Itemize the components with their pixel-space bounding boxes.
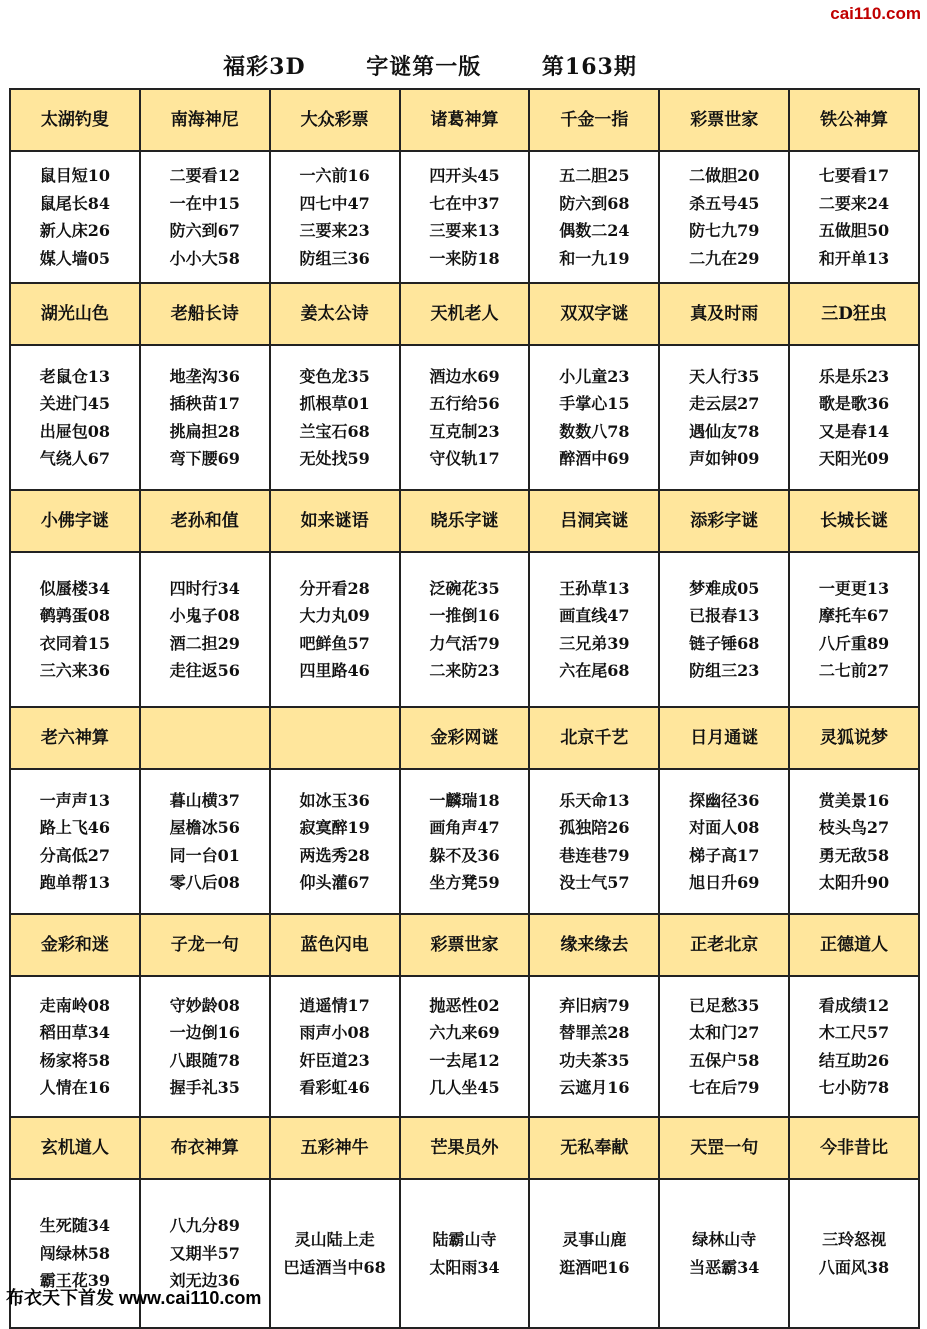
title-lottery: 福彩3D	[223, 54, 306, 80]
riddle-line: 六在尾68	[559, 661, 630, 680]
riddle-line: 弯下腰69	[169, 449, 240, 468]
riddle-line: 守妙龄08	[169, 995, 240, 1015]
title-issue: 第163期	[541, 54, 637, 80]
riddle-line: 走往返56	[169, 661, 240, 680]
section-header-row	[11, 284, 920, 346]
riddle-line: 手掌心15	[559, 394, 630, 413]
riddle-cell	[660, 346, 790, 489]
riddle-line: 鼠目短10	[39, 166, 111, 185]
riddle-line: 兰宝石68	[299, 421, 370, 441]
section-header-row	[11, 708, 920, 770]
riddle-line: 大力丸09	[299, 606, 370, 625]
riddle-line: 歌是歌36	[818, 394, 890, 413]
riddle-line: 木工尺57	[818, 1023, 890, 1042]
riddle-line: 二要来24	[818, 193, 890, 213]
section-body-row	[11, 977, 920, 1118]
section-header-row	[11, 90, 920, 152]
riddle-line: 一六前16	[299, 166, 370, 185]
riddle-cell	[401, 770, 531, 913]
riddle-cell	[271, 770, 401, 913]
riddle-cell	[11, 346, 141, 489]
riddle-line: 四开头45	[429, 166, 500, 185]
riddle-line: 二来防23	[429, 661, 500, 680]
riddle-line: 巷连巷79	[559, 845, 630, 865]
riddle-line: 四时行34	[169, 578, 240, 598]
riddle-cell	[660, 152, 790, 282]
riddle-line: 一在中15	[169, 193, 240, 213]
riddle-line: 灵事山鹿	[562, 1230, 627, 1249]
riddle-line: 新人床26	[39, 221, 111, 240]
column-header: 长城长谜	[790, 491, 920, 551]
riddle-line: 鹌鹑蛋08	[39, 606, 111, 625]
column-header: 玄机道人	[11, 1118, 141, 1178]
footer-credit: 布衣天下首发 www.cai110.com	[6, 1288, 262, 1308]
riddle-line: 七要看17	[818, 166, 890, 185]
riddle-cell	[141, 152, 271, 282]
riddle-line: 五二胆25	[559, 166, 630, 185]
column-header: 真及时雨	[660, 284, 790, 344]
riddle-line: 当恶霸34	[689, 1257, 760, 1277]
riddle-line: 出屉包08	[39, 421, 111, 441]
column-header: 吕洞宾谜	[530, 491, 660, 551]
riddle-line: 替罪羔28	[559, 1023, 630, 1042]
riddle-line: 一边倒16	[169, 1023, 240, 1042]
section-body-row	[11, 770, 920, 915]
riddle-line: 霸王花39	[39, 1271, 111, 1291]
riddle-line: 天阳光09	[818, 449, 890, 468]
riddle-line: 和一九19	[559, 248, 630, 268]
column-header: 彩票世家	[401, 915, 531, 975]
riddle-line: 几人坐45	[429, 1078, 500, 1097]
riddle-line: 防组三36	[299, 248, 370, 268]
riddle-line: 弃旧病79	[559, 995, 630, 1015]
riddle-line: 孤独陪26	[559, 818, 630, 837]
column-header: 子龙一句	[141, 915, 271, 975]
riddle-cell	[401, 152, 531, 282]
riddle-line: 坐方凳59	[429, 873, 500, 892]
riddle-line: 又期半57	[169, 1243, 240, 1263]
riddle-line: 杨家将58	[39, 1050, 111, 1070]
riddle-line: 杀五号45	[689, 193, 760, 213]
riddle-line: 又是春14	[818, 421, 890, 441]
riddle-line: 变色龙35	[299, 366, 370, 386]
riddle-line: 赏美景16	[818, 790, 890, 810]
riddle-line: 五保户58	[689, 1050, 760, 1070]
column-header: 无私奉献	[530, 1118, 660, 1178]
riddle-line: 同一台01	[169, 845, 240, 865]
riddle-line: 防六到68	[559, 193, 630, 213]
riddle-line: 四七中47	[299, 193, 370, 213]
riddle-line: 已报春13	[689, 606, 760, 625]
riddle-line: 醉酒中69	[559, 449, 630, 468]
riddle-line: 暮山横37	[169, 790, 240, 810]
riddle-cell	[401, 553, 531, 706]
riddle-line: 八面风38	[818, 1257, 890, 1277]
riddle-line: 八九分89	[169, 1216, 240, 1236]
riddle-line: 三六来36	[39, 661, 111, 680]
riddle-line: 四里路46	[299, 661, 370, 680]
column-header: 今非昔比	[790, 1118, 920, 1178]
riddle-line: 三兄弟39	[559, 633, 630, 653]
column-header: 老六神算	[11, 708, 141, 768]
column-header: 金彩网谜	[401, 708, 531, 768]
riddle-cell	[401, 1180, 531, 1327]
riddle-cell	[11, 152, 141, 282]
column-header: 小佛字谜	[11, 491, 141, 551]
riddle-line: 跑单帮13	[39, 873, 111, 892]
riddle-line: 七在中37	[429, 193, 500, 213]
riddle-cell	[660, 1180, 790, 1327]
section-body-row	[11, 152, 920, 284]
column-header: 正德道人	[790, 915, 920, 975]
riddle-line: 八跟随78	[169, 1050, 240, 1070]
riddle-cell	[271, 977, 401, 1116]
riddle-cell	[790, 770, 920, 913]
riddle-cell	[530, 553, 660, 706]
riddle-line: 巴适酒当中68	[283, 1257, 386, 1277]
riddle-line: 生死随34	[39, 1216, 111, 1236]
riddle-cell	[530, 977, 660, 1116]
riddle-line: 逛酒吧16	[559, 1257, 630, 1277]
riddle-line: 无处找59	[299, 449, 370, 468]
riddle-line: 分开看28	[299, 578, 370, 598]
column-header	[271, 708, 401, 768]
riddle-cell	[11, 553, 141, 706]
riddle-line: 旭日升69	[689, 873, 760, 892]
riddle-line: 插秧苗17	[169, 394, 240, 413]
title-edition: 字谜第一版	[366, 54, 482, 80]
riddle-cell	[141, 346, 271, 489]
section-header-row	[11, 1118, 920, 1180]
riddle-line: 勇无敌58	[818, 845, 890, 865]
riddle-cell	[790, 152, 920, 282]
riddle-cell	[271, 346, 401, 489]
riddle-table	[9, 88, 920, 1329]
riddle-line: 功夫茶35	[559, 1050, 630, 1070]
section-header-row	[11, 915, 920, 977]
column-header: 添彩字谜	[660, 491, 790, 551]
riddle-line: 偶数二24	[559, 221, 630, 240]
riddle-line: 王孙草13	[559, 578, 630, 598]
riddle-line: 酒边水69	[429, 366, 500, 386]
riddle-line: 两选秀28	[299, 845, 370, 865]
column-header: 千金一指	[530, 90, 660, 150]
column-header: 蓝色闪电	[271, 915, 401, 975]
riddle-cell	[530, 770, 660, 913]
riddle-line: 看成绩12	[818, 995, 890, 1015]
riddle-cell	[530, 152, 660, 282]
riddle-line: 媒人墙05	[39, 248, 111, 268]
riddle-line: 一来防18	[429, 248, 500, 268]
riddle-line: 画直线47	[559, 606, 630, 625]
column-header: 晓乐字谜	[401, 491, 531, 551]
riddle-line: 画角声47	[429, 818, 500, 837]
section-body-row	[11, 553, 920, 708]
riddle-line: 抛恶性02	[429, 995, 500, 1015]
section-body-row	[11, 346, 920, 491]
riddle-cell	[141, 770, 271, 913]
column-header	[141, 708, 271, 768]
riddle-line: 遇仙友78	[689, 421, 760, 441]
riddle-line: 屋檐冰56	[169, 818, 240, 837]
riddle-line: 守仪轨17	[429, 449, 500, 468]
column-header: 太湖钓叟	[11, 90, 141, 150]
riddle-line: 七在后79	[689, 1078, 760, 1097]
riddle-line: 吧鲜鱼57	[299, 633, 370, 653]
riddle-line: 老鼠仓13	[39, 366, 111, 386]
column-header: 五彩神牛	[271, 1118, 401, 1178]
riddle-line: 衣同着15	[39, 633, 111, 653]
riddle-line: 探幽径36	[689, 790, 760, 810]
column-header: 灵狐说梦	[790, 708, 920, 768]
riddle-line: 气绕人67	[39, 449, 111, 468]
riddle-line: 寂寞醉19	[299, 818, 370, 837]
riddle-line: 没士气57	[559, 873, 630, 892]
column-header: 姜太公诗	[271, 284, 401, 344]
riddle-line: 小鬼子08	[169, 606, 240, 625]
riddle-line: 三要来13	[429, 221, 500, 240]
riddle-line: 三要来23	[299, 221, 370, 240]
riddle-line: 握手礼35	[169, 1078, 240, 1097]
column-header: 彩票世家	[660, 90, 790, 150]
riddle-cell	[790, 346, 920, 489]
riddle-line: 太阳升90	[818, 873, 890, 892]
column-header: 天机老人	[401, 284, 531, 344]
riddle-line: 已足愁35	[689, 995, 760, 1015]
column-header: 天罡一句	[660, 1118, 790, 1178]
column-header: 诸葛神算	[401, 90, 531, 150]
riddle-line: 枝头鸟27	[818, 818, 890, 837]
riddle-line: 灵山陆上走	[294, 1230, 375, 1249]
riddle-line: 和开单13	[818, 248, 890, 268]
column-header: 芒果员外	[401, 1118, 531, 1178]
riddle-line: 一去尾12	[429, 1050, 500, 1070]
riddle-cell	[790, 553, 920, 706]
riddle-line: 泛碗花35	[429, 578, 500, 598]
riddle-cell	[401, 346, 531, 489]
riddle-line: 酒二担29	[169, 633, 240, 653]
riddle-line: 声如钟09	[689, 449, 760, 468]
riddle-line: 零八后08	[169, 873, 240, 892]
riddle-line: 挑扁担28	[169, 421, 240, 441]
riddle-line: 五行给56	[429, 394, 500, 413]
riddle-line: 太和门27	[689, 1023, 760, 1042]
riddle-line: 鼠尾长84	[39, 193, 111, 213]
riddle-line: 七小防78	[818, 1078, 890, 1097]
riddle-line: 稻田草34	[39, 1023, 111, 1042]
riddle-line: 二七前27	[818, 661, 890, 680]
column-header: 湖光山色	[11, 284, 141, 344]
riddle-line: 走南岭08	[39, 995, 111, 1015]
riddle-line: 分高低27	[39, 845, 111, 865]
column-header: 布衣神算	[141, 1118, 271, 1178]
column-header: 如来谜语	[271, 491, 401, 551]
riddle-line: 八斤重89	[818, 633, 890, 653]
riddle-cell	[660, 977, 790, 1116]
riddle-line: 小儿童23	[559, 366, 630, 386]
riddle-line: 刘无边36	[169, 1271, 240, 1291]
riddle-line: 结互助26	[818, 1050, 890, 1070]
column-header: 正老北京	[660, 915, 790, 975]
riddle-line: 小小大58	[169, 248, 240, 268]
column-header: 北京千艺	[530, 708, 660, 768]
riddle-cell	[141, 977, 271, 1116]
riddle-line: 人情在16	[39, 1078, 111, 1097]
riddle-line: 闯绿林58	[39, 1243, 111, 1263]
riddle-line: 一麟瑞18	[429, 790, 500, 810]
riddle-cell	[660, 770, 790, 913]
riddle-line: 防七九79	[689, 221, 760, 240]
riddle-line: 二九在29	[689, 248, 760, 268]
riddle-line: 雨声小08	[299, 1023, 370, 1042]
section-header-row	[11, 491, 920, 553]
riddle-line: 云遮月16	[559, 1078, 630, 1097]
riddle-cell	[271, 553, 401, 706]
riddle-line: 逍遥情17	[299, 995, 370, 1015]
riddle-line: 一声声13	[39, 790, 111, 810]
riddle-line: 对面人08	[689, 818, 760, 837]
riddle-cell	[271, 152, 401, 282]
riddle-line: 似蜃楼34	[39, 578, 111, 598]
riddle-line: 天人行35	[689, 366, 760, 386]
riddle-line: 走云层27	[689, 394, 760, 413]
riddle-line: 陆霸山寺	[432, 1230, 497, 1249]
column-header: 大众彩票	[271, 90, 401, 150]
riddle-line: 梯子高17	[689, 845, 760, 865]
riddle-line: 仰头灌67	[299, 873, 370, 892]
column-header: 金彩和迷	[11, 915, 141, 975]
riddle-cell	[11, 770, 141, 913]
riddle-line: 梦难成05	[689, 578, 760, 598]
riddle-line: 地垄沟36	[169, 366, 240, 386]
riddle-line: 六九来69	[429, 1023, 500, 1042]
riddle-line: 力气活79	[429, 633, 500, 653]
riddle-line: 二要看12	[169, 166, 240, 185]
riddle-cell	[530, 1180, 660, 1327]
riddle-line: 绿林山寺	[692, 1230, 757, 1249]
riddle-cell	[141, 553, 271, 706]
column-header: 双双字谜	[530, 284, 660, 344]
riddle-line: 看彩虹46	[299, 1078, 370, 1097]
riddle-cell	[660, 553, 790, 706]
page-title	[0, 50, 860, 81]
column-header: 南海神尼	[141, 90, 271, 150]
riddle-line: 二做胆20	[689, 166, 760, 185]
riddle-line: 乐是乐23	[818, 366, 890, 386]
column-header: 铁公神算	[790, 90, 920, 150]
column-header: 缘来缘去	[530, 915, 660, 975]
riddle-cell	[401, 977, 531, 1116]
riddle-cell	[271, 1180, 401, 1327]
column-header: 老孙和值	[141, 491, 271, 551]
riddle-line: 路上飞46	[39, 818, 111, 837]
column-header: 日月通谜	[660, 708, 790, 768]
riddle-line: 链子锤68	[689, 633, 760, 653]
site-brand: cai110.com	[830, 4, 921, 23]
riddle-line: 如冰玉36	[299, 790, 370, 810]
riddle-cell	[790, 977, 920, 1116]
riddle-line: 三玲怒视	[822, 1230, 887, 1249]
riddle-line: 防组三23	[689, 661, 760, 680]
riddle-line: 乐天命13	[559, 790, 630, 810]
riddle-line: 防六到67	[169, 221, 240, 240]
column-header: 三D狂虫	[790, 284, 920, 344]
riddle-line: 数数八78	[559, 421, 630, 441]
column-header: 老船长诗	[141, 284, 271, 344]
riddle-cell	[11, 977, 141, 1116]
riddle-line: 一推倒16	[429, 606, 500, 625]
riddle-line: 奸臣道23	[299, 1050, 370, 1070]
riddle-line: 一更更13	[818, 578, 890, 598]
riddle-line: 关进门45	[39, 394, 111, 413]
riddle-line: 躲不及36	[429, 845, 500, 865]
riddle-line: 互克制23	[429, 421, 500, 441]
riddle-line: 抓根草01	[299, 394, 370, 413]
riddle-cell	[790, 1180, 920, 1327]
riddle-cell	[530, 346, 660, 489]
riddle-line: 太阳雨34	[429, 1257, 500, 1277]
riddle-line: 摩托车67	[818, 606, 890, 625]
riddle-line: 五做胆50	[818, 221, 890, 240]
